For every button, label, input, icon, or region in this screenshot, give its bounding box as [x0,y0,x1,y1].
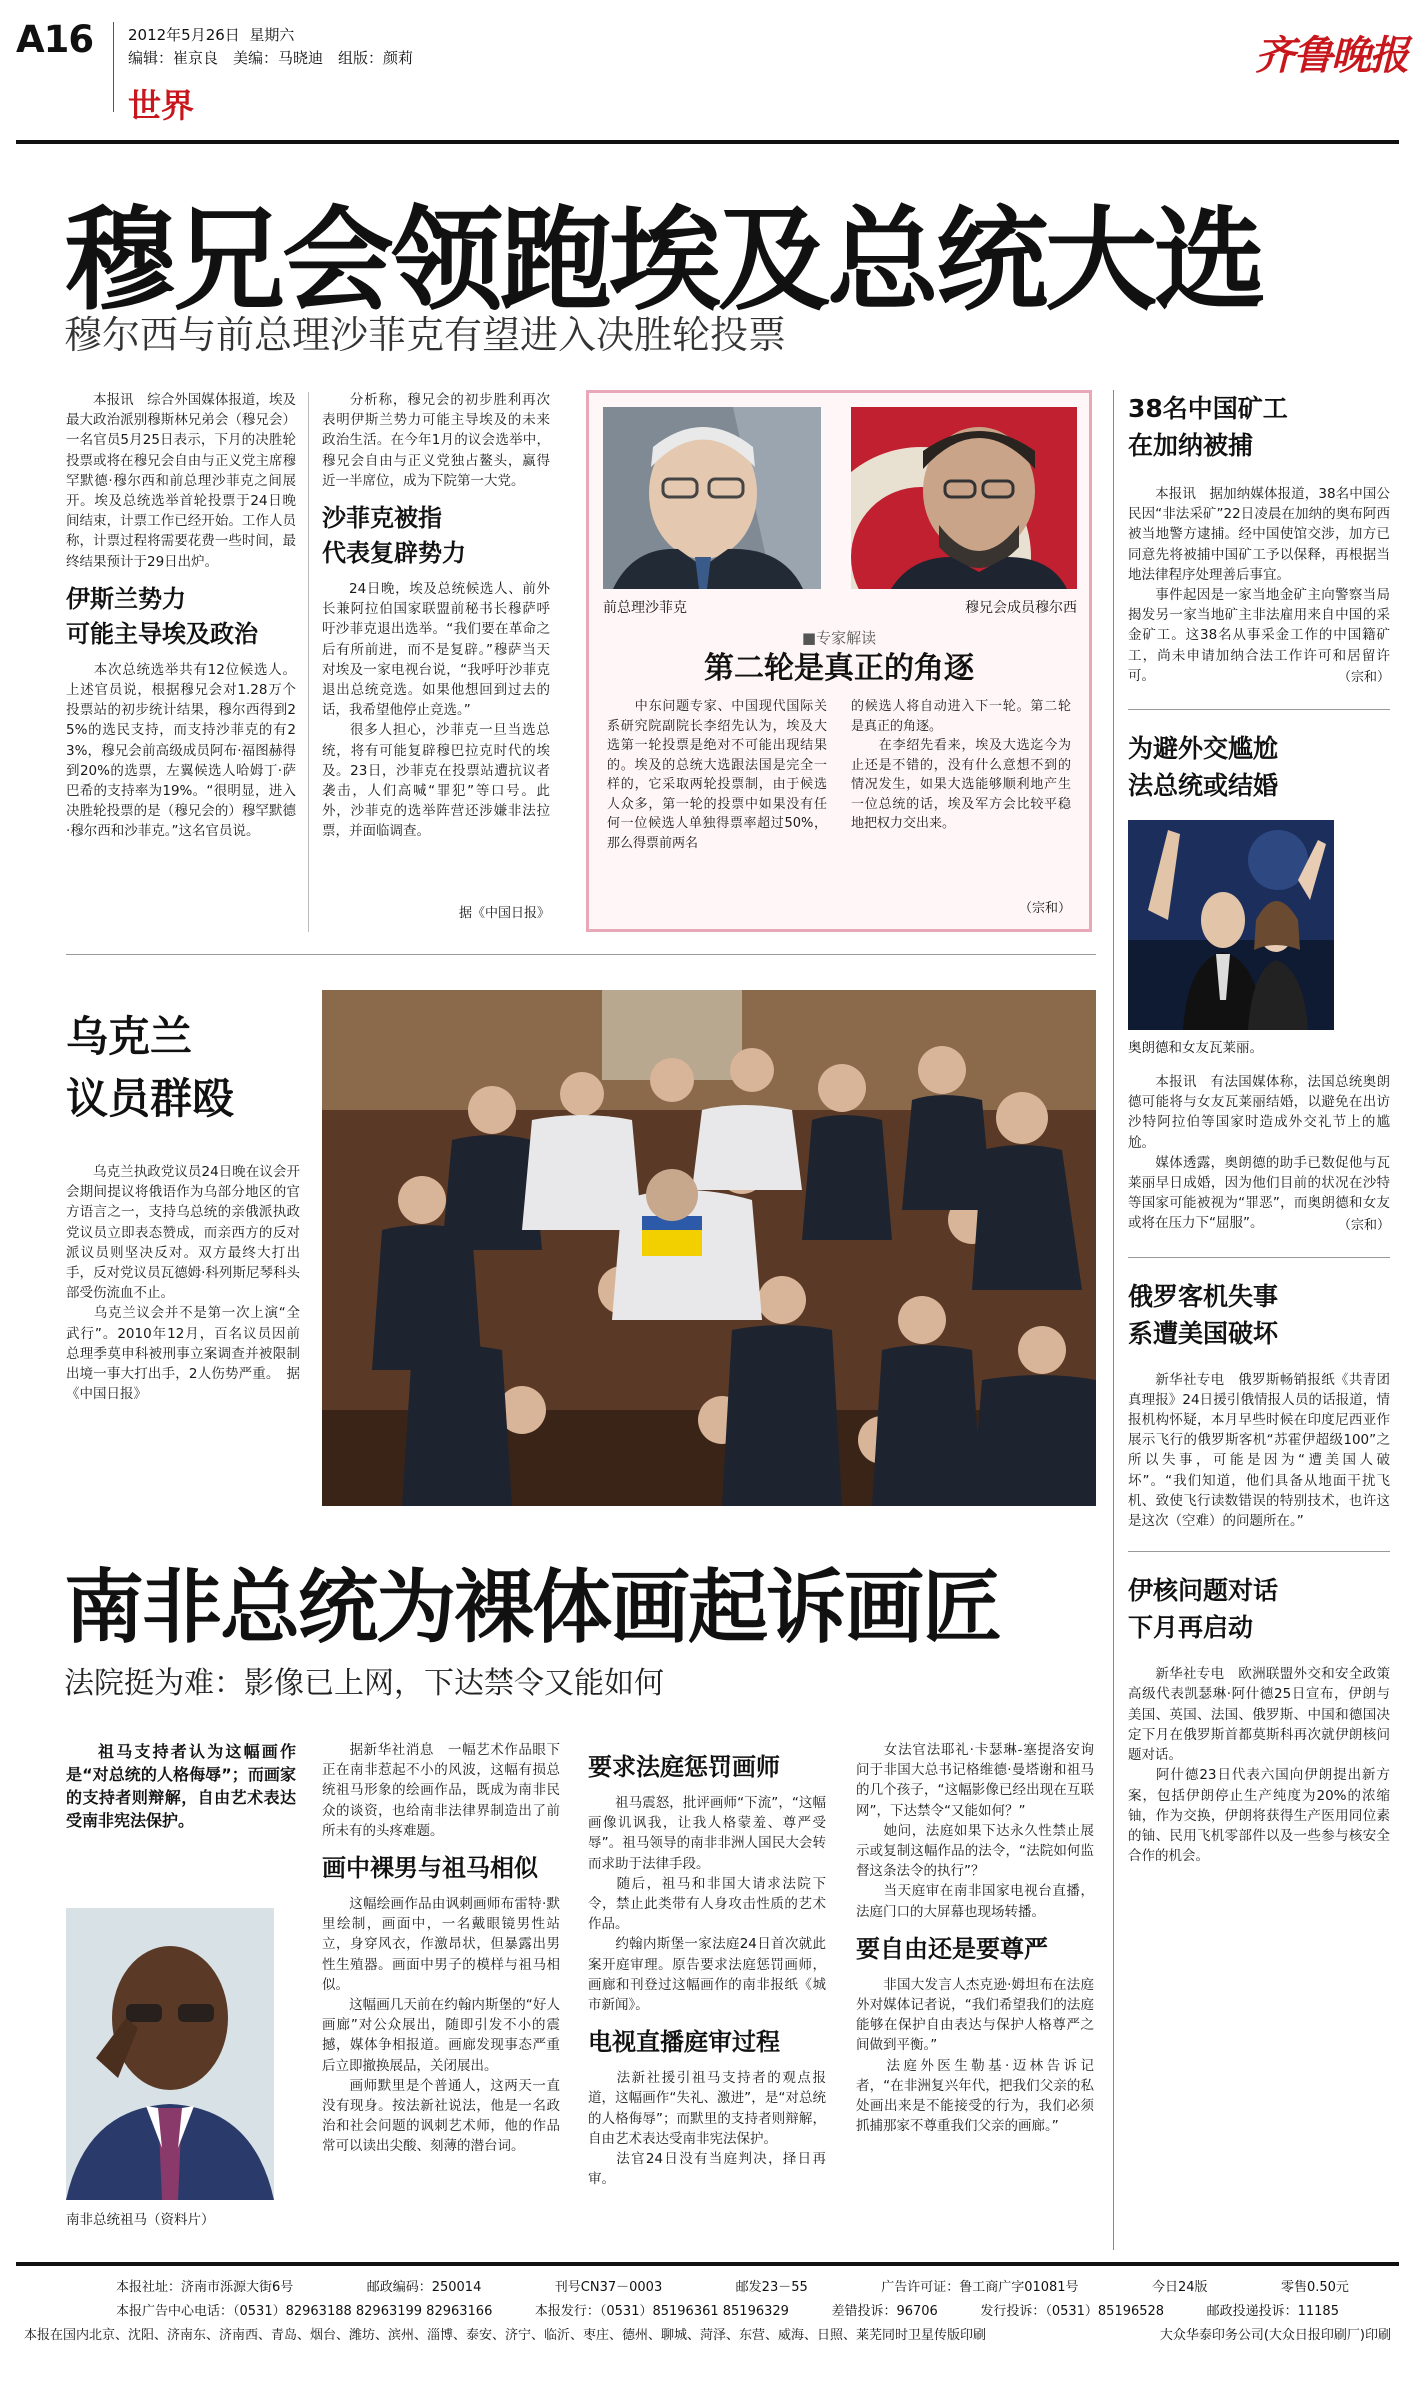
sidebar-story-4 [1128,1572,1390,1866]
photo-caption-hollande: 奥朗德和女友瓦莱丽。 [1128,1040,1263,1057]
southafrica-subheadline: 法院挺为难：影像已上网，下达禁令又能如何 [64,1666,664,1701]
editor-credits: 编辑：崔京良 美编：马晓迪 组版：颜莉 [128,49,414,67]
southafrica-headline: 南非总统为裸体画起诉画匠 [64,1561,1000,1654]
paragraph: 的候选人将自动进入下一轮。第二轮是真正的角逐。 [851,699,1071,734]
footer-row-3 [16,2324,1399,2348]
footer-item: 邮政编码：250014 [366,2280,482,2295]
caption-shafiq: 前总理沙菲克 [603,600,687,616]
section-subheading: 画中裸男与祖马相似 [322,1854,538,1883]
section-label: 世界 [128,86,194,125]
ukraine-headline: 乌克兰 议员群殴 [66,1012,235,1123]
paragraph: 乌克兰议会并不是第一次上演“全武行”。2010年12月，百名议员因前总理季莫申科被刑事立案调查并被限制出境一事大打出手，2人伤势严重。 据《中国日报》 [66,1305,300,1403]
paragraph: 这幅绘画作品由讽刺画师布雷特·默里绘制，画面中，一名戴眼镜男性站立，身穿风衣，作激昂状，但暴露出男性生殖器。画面中男子的模样与祖马相似。 [322,1896,560,1993]
photo-shafiq [603,407,821,589]
footer-item: 差错投诉：96706 [831,2304,938,2319]
sidebar [1128,390,1390,1866]
paragraph: 法新社援引祖马支持者的观点报道，这幅画作“失礼、激进”，是“对总统的人格侮辱”；而默里的支持者则辩解，自由艺术表达受南非宪法保护。 [588,2070,826,2147]
lead-headline: 穆兄会领跑埃及总统大选 [64,196,1263,326]
paragraph: 非国大发言人杰克逊·姆坦布在法庭外对媒体记者说，“我们希望我们的法庭能够在保护自由表达与保护人格尊严之间做到平衡。” [856,1976,1094,2054]
section-subheading: 沙菲克被指 代表复辟势力 [322,504,466,568]
paragraph: 阿什德23日代表六国向伊朗提出新方案，包括伊朗停止生产纯度为20%的浓缩铀，作为交换，伊朗将获得生产医用同位素的铀、民用飞机零部件以及一些参与核安全合作的机会。 [1128,1767,1390,1865]
lead-col-2 [322,390,550,842]
footer-item: 本报在国内北京、沈阳、济南东、济南西、青岛、烟台、潍坊、滨州、淄博、泰安、济宁、临沂、枣庄、德州、聊城、菏泽、东营、威海、日照、莱芜同时卫星传版印刷 [24,2328,987,2343]
photo-ukraine-brawl [322,990,1096,1506]
paragraph: 新华社专电 俄罗斯畅销报纸《共青团真理报》24日援引俄情报人员的话报道，情报机构怀疑，本月早些时候在印度尼西亚作展示飞行的俄罗斯客机“苏霍伊超级100”之所以失事，可能是因为“遭美国人破坏”。“我们知道，他们具备从地面干扰飞机、致使飞行读数错误的特别技术，也许这是这次（空难）的问题所在。” [1128,1371,1390,1530]
expert-box [586,390,1092,932]
photo-zuma [66,1908,274,2200]
paragraph: 女法官法耶礼·卡瑟琳-塞提洛安询问于非国大总书记格维德·曼塔谢和祖马的几个孩子，“这幅影像已经出现在互联网”，下达禁令“又能如何？” [856,1742,1094,1819]
sidebar-story-2 [1128,730,1390,1233]
paragraph: 这幅画几天前在约翰内斯堡的“好人画廊”对公众展出，随即引发不小的震撼，媒体争相报道。画廊发现事态严重后立即撤换展品，关闭展出。 [322,1997,560,2074]
southafrica-col-3 [856,1740,1094,2136]
paragraph: 当天庭审在南非国家电视台直播，法庭门口的大屏幕也现场转播。 [856,1883,1094,1920]
footer-row-1 [16,2276,1399,2300]
paragraph: 很多人担心，沙菲克一旦当选总统，将有可能复辟穆巴拉克时代的埃及。23日，沙菲克在投票站遭抗议者袭击，人们高喊“罪犯”等口号。此外，沙菲克的选举阵营还涉嫌非法拉票，并面临调查。 [322,722,550,840]
sidebar-headline: 为避外交尴尬 法总统或结婚 [1128,734,1279,801]
footer-item: 零售0.50元 [1280,2280,1349,2295]
lead-col-1 [66,390,296,842]
paragraph: 乌克兰执政党议员24日晚在议会开会期间提议将俄语作为乌部分地区的官方语言之一，支持乌总统的亲俄派执政党议员立即表态赞成，而亲西方的反对派议员则坚决反对。双方最终大打出手，反对党议员瓦德姆·科列斯尼琴科头部受伤流血不止。 [66,1164,300,1302]
masthead-rule [16,140,1399,144]
photo-morsi [851,407,1077,589]
paragraph: 24日晚，埃及总统候选人、前外长兼阿拉伯国家联盟前秘书长穆萨呼吁沙菲克退出选举。“我们要在革命之后有所前进，而不是复辟。”穆萨当天对埃及一家电视台说，“我呼吁沙菲克退出总统竞选。如果他想回到过去的话，我希望他停止竞选。” [322,581,550,719]
paragraph: 随后，祖马和非国大请求法院下令，禁止此类带有人身攻击性质的艺术作品。 [588,1875,826,1933]
lead-attribution: 据《中国日报》 [458,906,550,921]
paragraph: 本报讯 综合外国媒体报道，埃及最大政治派别穆斯林兄弟会（穆兄会）一名官员5月25日表示，下月的决胜轮投票或将在穆兄会自由与正义党主席穆罕默德·穆尔西和前总理沙菲克之间展开。埃及总统选举首轮投票于24日晚间结束，计票工作已经开始。工作人员称，计票过程将需要花费一些时间，最终结果预计于29日出炉。 [66,392,296,570]
paragraph: 新华社专电 欧洲联盟外交和安全政策高级代表凯瑟琳·阿什德25日宣布，伊朗与美国、英国、法国、俄罗斯、中国和德国决定下月在俄罗斯首都莫斯科再次就伊朗核问题对话。 [1128,1666,1390,1764]
footer-item: 邮政投递投诉：11185 [1206,2304,1339,2319]
box-col-2 [851,697,1071,834]
sidebar-headline: 俄罗客机失事 系遭美国破坏 [1128,1281,1279,1348]
box-kicker: ■专家解读 [801,629,877,647]
southafrica-col-2 [588,1740,826,2189]
paragraph: 媒体透露，奥朗德的助手已数促他与瓦莱丽早日成婚，因为他们目前的状况在沙特等国家可能被视为“罪恶”，而奥朗德和女友或将在压力下“屈服”。 [1128,1154,1390,1232]
paragraph: 在李绍先看来，埃及大选迄今为止还是不错的，没有什么意想不到的情况发生，如果大选能够顺利地产生一位总统的话，埃及军方会比较平稳地把权力交出来。 [851,738,1071,831]
issue-date: 2012年5月26日 星期六 [128,26,295,44]
paragraph: 分析称，穆兄会的初步胜利再次表明伊斯兰势力可能主导埃及的未来政治生活。在今年1月的议会选举中，穆兄会自由与正义党独占鳌头，赢得近一半席位，成为下院第一大党。 [322,392,550,489]
footer-item: 本报发行：（0531）85196361 85196329 [534,2304,789,2319]
paragraph: 约翰内斯堡一家法庭24日首次就此案开庭审理。原告要求法庭惩罚画师，画廊和刊登过这幅画作的南非报纸《城市新闻》。 [588,1936,826,2014]
footer-item: 刊号CN37－0003 [554,2280,663,2295]
footer-item: 本报广告中心电话：（0531）82963188 82963199 82963166 [116,2304,493,2319]
paragraph: 本报讯 有法国媒体称，法国总统奥朗德可能将与女友瓦莱丽结婚，以避免在出访沙特阿拉伯等国家时造成外交礼节上的尴尬。 [1128,1074,1390,1151]
footer-row-2 [16,2300,1399,2324]
section-subheading: 电视直播庭审过程 [588,2028,780,2057]
paragraph: 她问，法庭如果下达永久性禁止展示或复制这幅作品的法令，“法院如何监督这条法令的执行”？ [856,1822,1094,1880]
box-attribution: （宗和） [1018,901,1071,916]
photo-hollande [1128,820,1334,1030]
paragraph: 据新华社消息 一幅艺术作品眼下正在南非惹起不小的风波，这幅有损总统祖马形象的绘画作品，既成为南非民众的谈资，也给南非法律界制造出了前所未有的头疼难题。 [322,1742,560,1839]
photo-caption-zuma: 南非总统祖马（资料片） [66,2212,215,2228]
sidebar-headline: 38名中国矿工 在加纳被捕 [1128,394,1288,460]
page-number: A16 [16,18,94,61]
paragraph: 画师默里是个普通人，这两天一直没有现身。按法新社说法，他是一名政治和社会问题的讽刺艺术师，他的作品常可以读出尖酸、刻薄的潜台词。 [322,2077,560,2155]
paragraph: 本报讯 据加纳媒体报道，38名中国公民因“非法采矿”22日凌晨在加纳的奥布阿西被当地警方逮捕。经中国使馆交涉，加方已同意先将被捕中国矿工予以保释，再根据当地法律程序处理善后事宜。 [1128,486,1390,583]
footer-item: 今日24版 [1152,2280,1208,2295]
footer [16,2276,1399,2348]
sidebar-story-3 [1128,1278,1390,1532]
masthead-logo: 齐鲁晚报 [1255,32,1407,79]
paragraph: 法官24日没有当庭判决，择日再审。 [588,2151,826,2188]
section-subheading: 要自由还是要尊严 [856,1934,1048,1963]
ukraine-body [66,1162,300,1404]
southafrica-lead-quote: 祖马支持者认为这幅画作是“对总统的人格侮辱”；而画家的支持者则辩解，自由艺术表达受南非宪法保护。 [66,1742,296,1830]
sidebar-story-1 [1128,390,1390,685]
box-title: 第二轮是真正的角逐 [704,651,974,686]
footer-item: 广告许可证：鲁工商广字01081号 [881,2280,1079,2295]
southafrica-col-1 [322,1740,560,2157]
section-subheading: 要求法庭惩罚画师 [588,1753,780,1781]
footer-item: 本报社址：济南市泺源大街6号 [116,2280,294,2295]
caption-morsi: 穆兄会成员穆尔西 [965,600,1077,616]
paragraph: 本次总统选举共有12位候选人。上述官员说，根据穆兄会对1.28万个投票站的初步统计结果，穆尔西得到25%的选民支持，而支持沙菲克的有23%，穆兄会前高级成员阿布·福图赫得到20%的选票，左翼候选人哈姆丁·萨巴希的支持率为19%。“很明显，进入决胜轮投票的是（穆兄会的）穆罕默德·穆尔西和沙菲克。”这名官员说。 [66,661,296,840]
sidebar-attribution: （宗和） [1337,670,1390,686]
sidebar-attribution: （宗和） [1337,1217,1390,1233]
paragraph: 事件起因是一家当地金矿主向警察当局揭发另一家当地矿主非法雇用来自中国的采金矿工。这38名从事采金工作的中国籍矿工，尚未申请加纳合法工作许可和居留许可。 [1128,587,1390,684]
box-col-1: 中东问题专家、中国现代国际关系研究院副院长李绍先认为，埃及大选第一轮投票是绝对不可能出现结果的。埃及的总统大选跟法国是完全一样的，它采取两轮投票制，由于候选人众多，第一轮的投票中如果没有任何一位候选人单独得票率超过50%，那么得票前两名 [607,699,827,851]
footer-item: 大众华泰印务公司(大众日报印刷厂)印刷 [1159,2328,1391,2343]
footer-item: 邮发23－55 [735,2280,808,2295]
paragraph: 祖马震怒，批评画师“下流”，“这幅画像讥讽我，让我人格蒙羞、尊严受辱”。祖马领导的南非非洲人国民大会转而求助于法律手段。 [588,1795,826,1872]
sidebar-headline: 伊核问题对话 下月再启动 [1128,1576,1279,1643]
section-subheading: 伊斯兰势力 可能主导埃及政治 [66,584,258,648]
lead-subheadline: 穆尔西与前总理沙菲克有望进入决胜轮投票 [64,313,787,357]
footer-item: 发行投诉：（0531）85196528 [980,2304,1165,2319]
paragraph: 法庭外医生勒基·迈林告诉记者，“在非洲复兴年代，把我们父亲的私处画出来是不能接受的行为，我们必须抓捕那家不尊重我们父亲的画廊。” [856,2057,1094,2135]
